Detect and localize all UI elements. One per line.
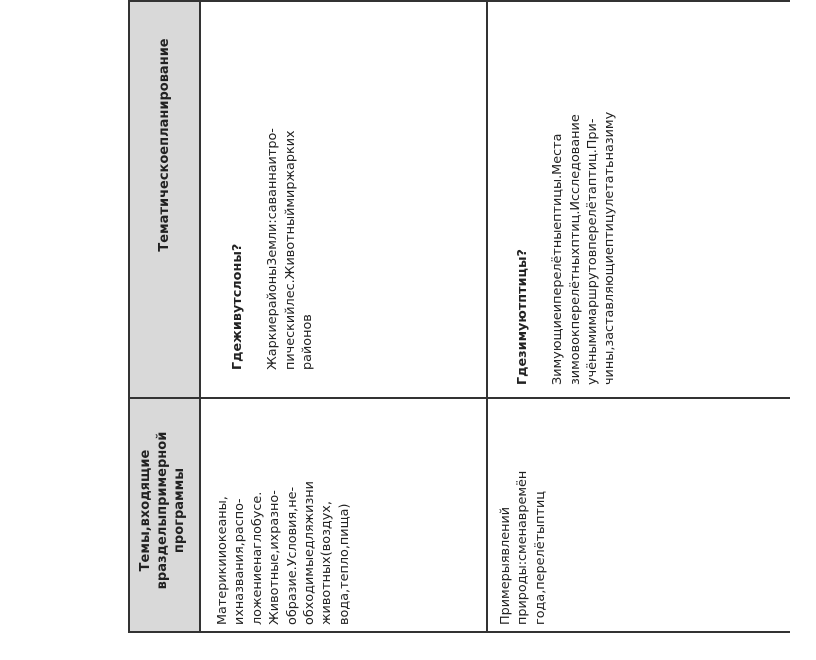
table-rule-header — [199, 0, 201, 632]
table-border-left — [128, 0, 130, 632]
row1-plan — [212, 80, 334, 370]
row1-topic: Материкииокеаны, ихназвания,распо- ложениенаглобусе. Животные,ихразно- образие.Условия,не- обходимыедляжизни животных(воздух, вода,тепло,пища) — [215, 481, 352, 625]
table-rule-column-divider — [128, 397, 790, 399]
row2-plan — [497, 55, 636, 385]
table-rule-row-divider — [486, 0, 488, 632]
row2-plan-title: Гдезимуютптицы? — [515, 249, 531, 385]
row2-topic: Примерыявлений природы:сменавремён года,перелётыптиц — [498, 470, 548, 625]
header-topics: Темы,входящие вразделыпримерной программы — [138, 431, 187, 590]
row1-plan-title: Гдеживутслоны? — [230, 243, 246, 370]
table-border-bottom — [128, 631, 790, 633]
row2-plan-text: Зимующиеиперелётныептицы.Места зимовокперелётныхптиц.Исследование учёнымимаршрутовперелётаптиц.При- чины,заставляющиептицулетатьназиму — [550, 111, 618, 385]
table-border-top — [128, 0, 790, 2]
row1-plan-text: Жаркиерайоны3емли:саваннаитро- пическийлес.Животныймиржарких районов — [265, 128, 316, 370]
header-planning: Тематическоепланирование — [157, 38, 172, 252]
